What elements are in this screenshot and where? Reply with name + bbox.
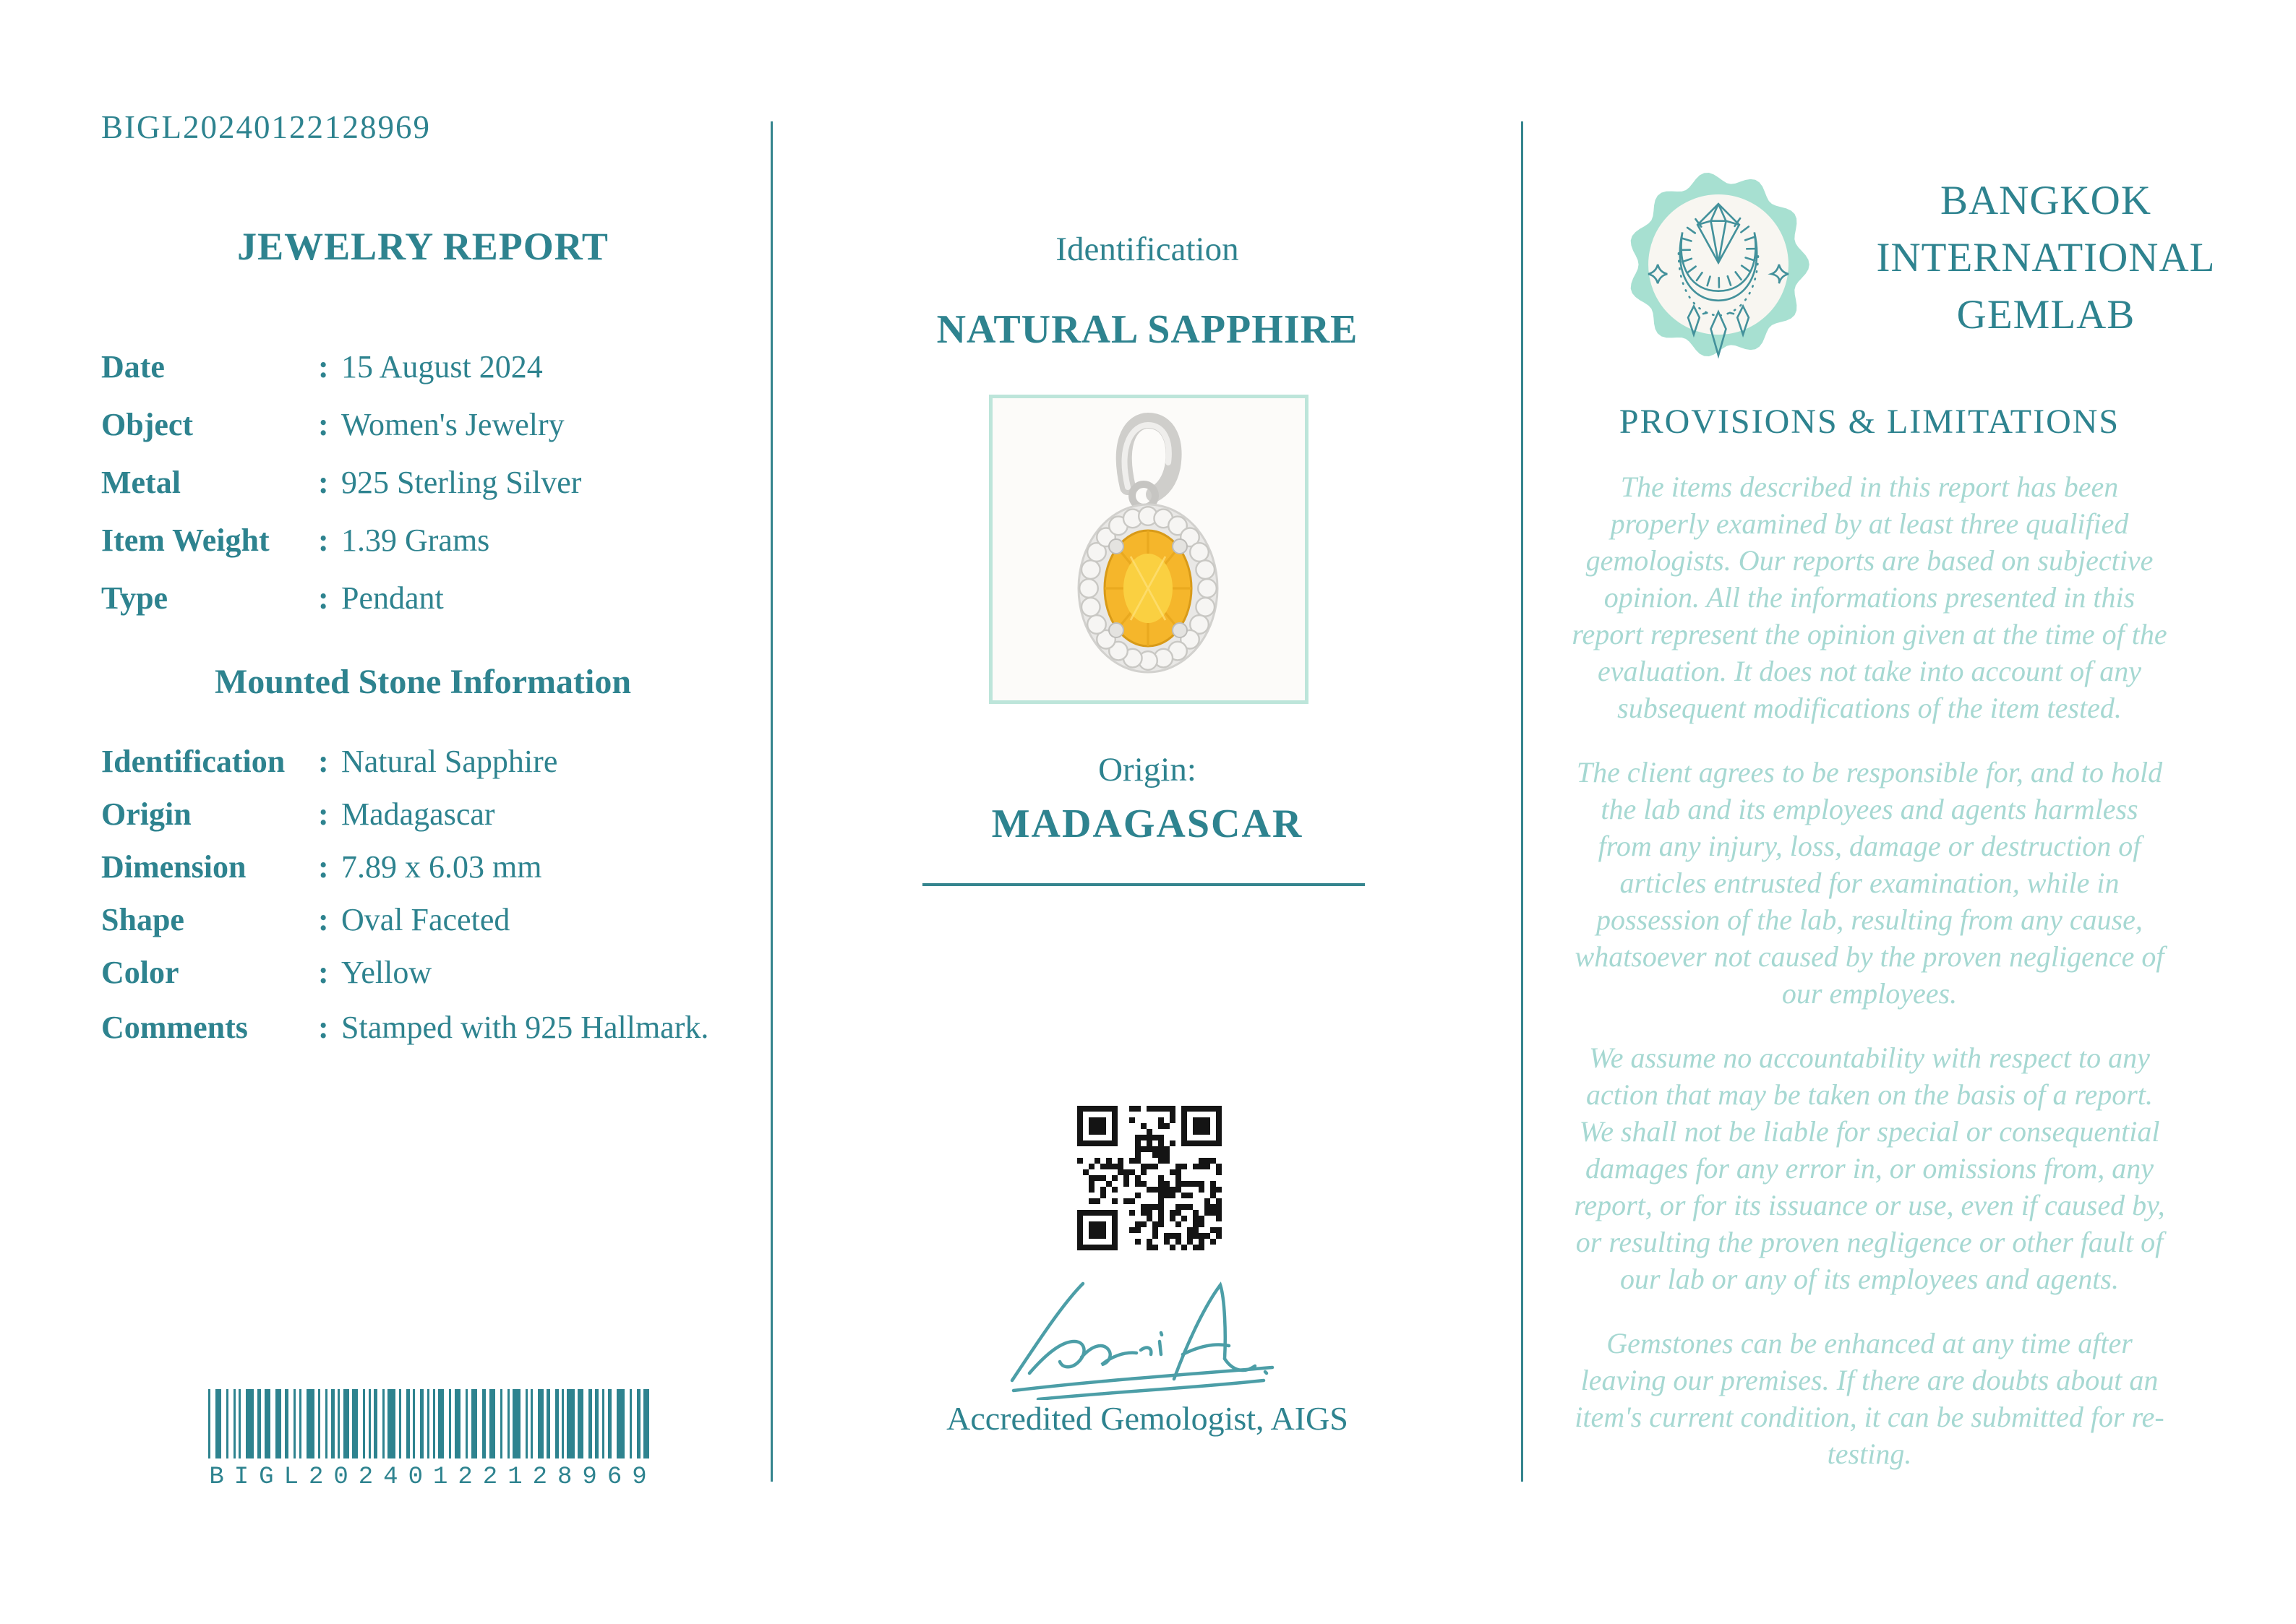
lab-name-line1: BANGKOK — [1940, 178, 2151, 223]
barcode-bars — [208, 1389, 658, 1458]
report-number: BIGL20240122128969 — [101, 109, 431, 145]
field-colon: : — [318, 523, 329, 558]
field-value: 1.39 Grams — [341, 523, 490, 558]
stone-row-identification — [101, 743, 745, 786]
field-colon: : — [318, 580, 329, 616]
stone-row-origin — [101, 796, 745, 839]
field-value: Pendant — [341, 580, 444, 616]
field-colon: : — [318, 465, 329, 500]
provisions-paragraph-1: The items described in this report has been properly examined by at least three qualified gemologists. Our reports are based on subjective opinion. All the informations presented in this report represent the opinion given at the time of the evaluation. It does not take into account of any subsequent modifications of the item tested. — [1572, 471, 2167, 724]
gemlab-logo-icon — [1624, 162, 1813, 367]
provisions-text — [1551, 468, 2188, 1500]
item-photo-frame — [989, 395, 1308, 704]
field-row-date — [101, 348, 745, 392]
field-label: Date — [101, 349, 165, 384]
origin-label: Origin: — [1098, 751, 1196, 789]
field-value: Women's Jewelry — [341, 407, 565, 442]
field-value: Oval Faceted — [341, 902, 510, 937]
field-row-item-weight — [101, 522, 745, 565]
identification-section-title: Identification — [1055, 231, 1239, 268]
field-value: Natural Sapphire — [341, 744, 558, 779]
field-label: Type — [101, 580, 168, 616]
gemologist-title: Accredited Gemologist, AIGS — [946, 1400, 1348, 1437]
field-label: Origin — [101, 796, 192, 832]
field-label: Identification — [101, 744, 286, 779]
stone-row-color — [101, 954, 745, 997]
field-value: Stamped with 925 Hallmark. — [341, 1010, 709, 1045]
field-colon: : — [318, 796, 329, 832]
field-label: Shape — [101, 902, 184, 937]
field-label: Metal — [101, 465, 181, 500]
qr-code — [1077, 1106, 1222, 1250]
provisions-paragraph-4: Gemstones can be enhanced at any time after leaving our premises. If there are doubts about an item's current condition, it can be submitted for re-testing. — [1575, 1327, 2164, 1470]
gemologist-signature — [996, 1266, 1307, 1400]
field-value: 7.89 x 6.03 mm — [341, 849, 542, 885]
provisions-paragraph-2: The client agrees to be responsible for, and to hold the lab and its employees and agents harmless from any injury, loss, damage or destruction of articles entrusted for examination, while in possession of the lab, resulting from any cause, whatsoever not caused by the proven negligence of our employees. — [1575, 756, 2164, 1010]
field-row-type — [101, 580, 745, 623]
field-value: Yellow — [341, 955, 432, 990]
identification-result: NATURAL SAPPHIRE — [936, 307, 1358, 352]
field-label: Dimension — [101, 849, 247, 885]
field-value: Madagascar — [341, 796, 495, 832]
barcode-text: BIGL20240122128969 — [209, 1464, 657, 1491]
field-label: Object — [101, 407, 194, 442]
barcode — [208, 1389, 658, 1491]
field-label: Comments — [101, 1010, 248, 1045]
field-colon: : — [318, 407, 329, 442]
qr-code-image — [1077, 1106, 1222, 1250]
field-value: 925 Sterling Silver — [341, 465, 582, 500]
field-colon: : — [318, 849, 329, 885]
field-row-metal — [101, 464, 745, 507]
lab-name-line3: GEMLAB — [1956, 292, 2136, 338]
provisions-title: PROVISIONS & LIMITATIONS — [1619, 403, 2120, 441]
lab-name — [1835, 172, 2257, 343]
field-label: Item Weight — [101, 523, 270, 558]
field-colon: : — [318, 955, 329, 990]
stone-row-dimension — [101, 848, 745, 892]
origin-underline — [922, 883, 1365, 886]
field-label: Color — [101, 955, 179, 990]
field-value: 15 August 2024 — [341, 349, 543, 384]
origin-value: MADAGASCAR — [991, 802, 1303, 846]
stone-row-comments — [101, 1009, 745, 1052]
stone-row-shape — [101, 901, 745, 945]
stone-section-title: Mounted Stone Information — [214, 663, 632, 701]
lab-name-line2: INTERNATIONAL — [1876, 235, 2216, 280]
report-title: JEWELRY REPORT — [237, 225, 609, 268]
field-row-object — [101, 406, 745, 450]
pendant-photo — [1029, 412, 1268, 687]
field-colon: : — [318, 349, 329, 384]
provisions-paragraph-3: We assume no accountability with respect to any action that may be taken on the basis of a report. We shall not be liable for special or consequential damages for any error in, or omissions from, any report, or for its issuance or use, even if caused by, or resulting the proven negligence or other fault of our lab or any of its employees and agents. — [1574, 1041, 2165, 1295]
field-colon: : — [318, 744, 329, 779]
field-colon: : — [318, 902, 329, 937]
field-colon: : — [318, 1010, 329, 1045]
